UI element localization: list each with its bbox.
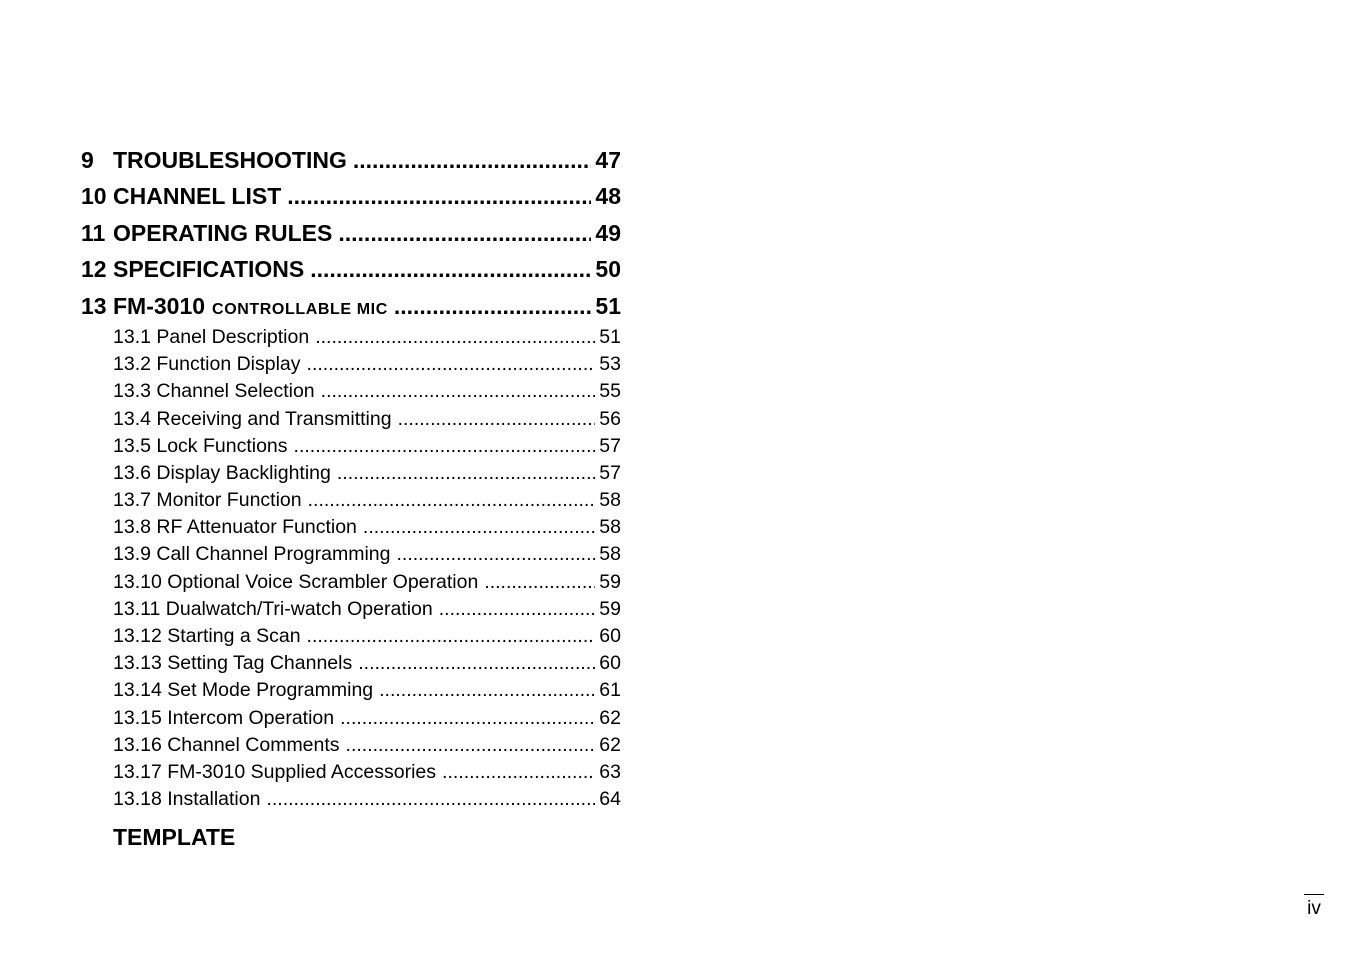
toc-subentry[interactable] (81, 650, 621, 677)
toc-subentry-page: 60 (599, 652, 621, 675)
dot-leader (307, 623, 596, 650)
toc-subentry-title: 13.9 Call Channel Programming (113, 543, 391, 566)
toc-subentry-title: 13.13 Setting Tag Channels (113, 652, 353, 675)
toc-subentry-title: 13.17 FM-3010 Supplied Accessories (113, 760, 437, 783)
dot-leader (442, 759, 595, 786)
toc-subentry-title: 13.1 Panel Description (113, 325, 310, 348)
toc-subentry[interactable] (81, 596, 621, 623)
toc-subentry[interactable] (81, 541, 621, 568)
toc-subentry[interactable] (81, 786, 621, 813)
dot-leader (338, 215, 591, 251)
toc-entry-title: FM-3010 (113, 292, 206, 319)
toc-subentry[interactable] (81, 433, 621, 460)
dot-leader (439, 596, 596, 623)
toc-subentry[interactable] (81, 677, 621, 704)
toc-subentry-title: 13.7 Monitor Function (113, 489, 302, 512)
dot-leader (307, 351, 596, 378)
toc-subentry-page: 55 (599, 380, 621, 403)
toc-entry-specifications[interactable] (81, 251, 621, 287)
toc-subentry-page: 57 (599, 461, 621, 484)
dot-leader (310, 251, 591, 287)
toc-subentry[interactable] (81, 378, 621, 405)
toc-subentry[interactable] (81, 460, 621, 487)
toc-subentry-title: 13.14 Set Mode Programming (113, 679, 374, 702)
toc-subentry-page: 61 (599, 679, 621, 702)
dot-leader (308, 487, 596, 514)
toc-entry-page: 51 (595, 292, 621, 319)
toc-subentry-title: 13.12 Starting a Scan (113, 625, 301, 648)
toc-subentry-title: 13.3 Channel Selection (113, 380, 315, 403)
dot-leader (340, 705, 595, 732)
toc-subentry-page: 58 (599, 489, 621, 512)
toc-entry-operating-rules[interactable] (81, 215, 621, 251)
toc-subentry-title: 13.16 Channel Comments (113, 733, 340, 756)
toc-entry-channel-list[interactable] (81, 178, 621, 214)
toc-entry-title: CHANNEL LIST (113, 183, 282, 210)
toc-subentry-title: 13.2 Function Display (113, 353, 301, 376)
toc-subentry-page: 53 (599, 353, 621, 376)
dot-leader (321, 378, 596, 405)
toc-entry-page: 47 (595, 147, 621, 173)
toc-subentry[interactable] (81, 324, 621, 351)
toc-subentry-title: 13.10 Optional Voice Scrambler Operation (113, 570, 479, 593)
toc-subentry-page: 51 (599, 325, 621, 348)
dot-leader (353, 142, 592, 178)
toc-entry-page: 48 (595, 183, 621, 210)
dot-leader (346, 732, 596, 759)
dot-leader (266, 786, 595, 813)
dot-leader (358, 650, 595, 677)
toc-subentry-title: 13.15 Intercom Operation (113, 706, 335, 729)
toc-subentry[interactable] (81, 406, 621, 433)
toc-entry-fm3010-controllable-mic[interactable] (81, 288, 621, 324)
dot-leader (294, 433, 596, 460)
toc-subentry-title: 13.8 RF Attenuator Function (113, 516, 357, 539)
toc-subentry-page: 59 (599, 570, 621, 593)
dot-leader (315, 324, 595, 351)
toc-subentry-page: 59 (599, 597, 621, 620)
dot-leader (363, 514, 595, 541)
toc-subentry-title: 13.6 Display Backlighting (113, 461, 331, 484)
toc-subentry-page: 64 (599, 788, 621, 811)
toc-subentry[interactable] (81, 759, 621, 786)
toc-subentry[interactable] (81, 732, 621, 759)
page-number: iv (1304, 894, 1324, 920)
toc-entry-template[interactable]: TEMPLATE (113, 824, 236, 851)
toc-subentry[interactable] (81, 569, 621, 596)
toc-entry-number: 10 (81, 183, 107, 210)
dot-leader (287, 178, 591, 214)
dot-leader (396, 541, 595, 568)
dot-leader (398, 406, 596, 433)
toc-subentry[interactable] (81, 705, 621, 732)
toc-subentry[interactable] (81, 514, 621, 541)
dot-leader (337, 460, 595, 487)
toc-entry-page: 49 (595, 219, 621, 246)
toc-subentry-page: 62 (599, 733, 621, 756)
toc-subentry-page: 58 (599, 543, 621, 566)
toc-subentry-page: 62 (599, 706, 621, 729)
toc-subentry-title: 13.4 Receiving and Transmitting (113, 407, 392, 430)
toc-entry-troubleshooting[interactable] (81, 142, 621, 178)
toc-subentry-page: 63 (599, 760, 621, 783)
toc-subentry[interactable] (81, 487, 621, 514)
toc-entry-title: SPECIFICATIONS (113, 256, 305, 283)
dot-leader (484, 569, 595, 596)
table-of-contents (81, 142, 621, 857)
toc-subentry[interactable] (81, 351, 621, 378)
dot-leader (379, 677, 595, 704)
toc-subentry[interactable] (81, 623, 621, 650)
toc-subentry-title: 13.11 Dualwatch/Tri-watch Operation (113, 597, 433, 620)
toc-subentry-page: 56 (599, 407, 621, 430)
toc-subentry-title: 13.5 Lock Functions (113, 434, 288, 457)
toc-entry-page: 50 (595, 256, 621, 283)
toc-entry-number: 13 (81, 292, 107, 319)
toc-entry-title: TROUBLESHOOTING (113, 147, 347, 173)
toc-subentry-page: 58 (599, 516, 621, 539)
toc-entry-number: 12 (81, 256, 107, 283)
toc-subentry-page: 57 (599, 434, 621, 457)
toc-subentry-title: 13.18 Installation (113, 788, 261, 811)
dot-leader (394, 288, 592, 324)
toc-subentry-page: 60 (599, 625, 621, 648)
toc-entry-number: 9 (81, 147, 94, 173)
toc-entry-subtitle: CONTROLLABLE MIC (212, 300, 388, 318)
toc-entry-number: 11 (81, 219, 106, 246)
toc-entry-title: OPERATING RULES (113, 219, 333, 246)
